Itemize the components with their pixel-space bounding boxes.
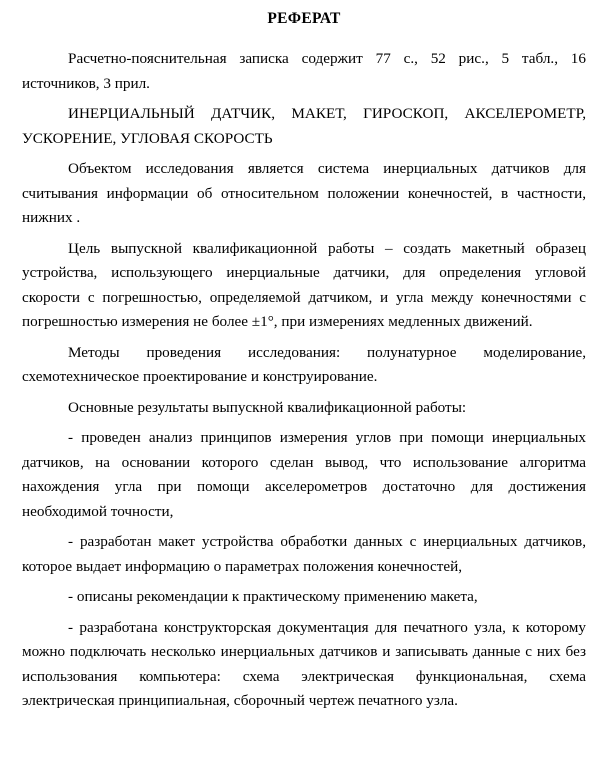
- document-body: [22, 47, 586, 714]
- paragraph-results-heading: Основные результаты выпускной квалификационной работы:: [68, 398, 467, 416]
- paragraph-object: Объектом исследования является система инерциальных датчиков для считывания информации об относительном положении конечностей, в частности, нижних .: [22, 160, 586, 226]
- paragraph-methods: Методы проведения исследования: полунатурное моделирование, схемотехническое проектирование и конструирование.: [22, 343, 586, 385]
- document-title: РЕФЕРАТ: [267, 10, 341, 27]
- list-item-result-1: - проведен анализ принципов измерения углов при помощи инерциальных датчиков, на основании которого сделан вывод, что использование алгоритма нахождения угла при помощи акселерометров достаточно для достижения необходимой точности,: [22, 429, 586, 520]
- list-item-result-3: - описаны рекомендации к практическому применению макета,: [68, 588, 478, 605]
- list-item-result-2: - разработан макет устройства обработки данных с инерциальных датчиков, которое выдает информацию о параметрах положения конечностей,: [22, 533, 586, 575]
- paragraph-goal: Цель выпускной квалификационной работы – создать макетный образец устройства, использующего инерциальные датчики, для определения угловой скорости с погрешностью, определяемой датчиком, и угла между конечностями с погрешностью измерения не более ±1°, при измерениях медленных движений.: [22, 239, 586, 330]
- list-item-result-4: - разработана конструкторская документация для печатного узла, к которому можно подключать несколько инерциальных датчиков и записывать данные с них без использования компьютера: схема электрическая функциональная, схема электрическая принципиальная, сборочный чертеж печатного узла.: [22, 618, 586, 709]
- paragraph-summary: Расчетно-пояснительная записка содержит 77 с., 52 рис., 5 табл., 16 источников, 3 прил.: [22, 50, 586, 92]
- paragraph-keywords: ИНЕРЦИАЛЬНЫЙ ДАТЧИК, МАКЕТ, ГИРОСКОП, АКСЕЛЕРОМЕТР, УСКОРЕНИЕ, УГЛОВАЯ СКОРОСТЬ: [22, 105, 586, 147]
